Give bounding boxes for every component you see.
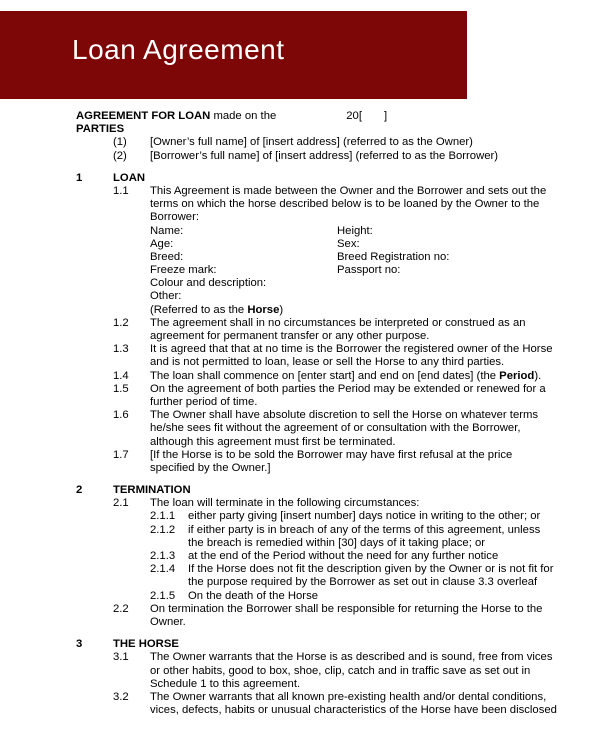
agreement-made-rest: made on the: [210, 110, 277, 122]
subclause-number: 2.1.4: [150, 563, 176, 576]
clause-line: [0, 185, 601, 198]
section-number: 2: [76, 484, 83, 497]
agreement-made-line: [0, 110, 601, 123]
clause-text: The agreement shall in no circumstances be interpreted or construed as an: [150, 316, 526, 329]
horse-detail-label: Breed Registration no:: [337, 250, 450, 263]
clause-line: Borrower:: [150, 211, 199, 224]
horse-detail-row: [0, 277, 601, 290]
horse-detail-label: Other:: [150, 290, 182, 303]
clause-number: 3.1: [113, 651, 129, 664]
clause-number: 1.1: [113, 184, 129, 197]
clause-line: [0, 370, 601, 383]
clause-line: [0, 317, 601, 330]
clause-line: Owner.: [150, 615, 186, 628]
clause-number: 1.7: [113, 448, 129, 461]
clause-line: [0, 343, 601, 356]
party-number: (1): [113, 136, 127, 149]
clause-line: he/she sees fit without the agreement of or consultation with the Borrower,: [150, 422, 521, 435]
clause-text: On termination the Borrower shall be responsible for returning the Horse to the: [150, 602, 543, 615]
clause-text: The Owner warrants that all known pre-existing health and/or dental conditions,: [150, 690, 547, 703]
referred-term: Horse: [247, 303, 280, 316]
period-term: Period: [499, 369, 535, 382]
clause-line: [0, 409, 601, 422]
clause-text: The loan will terminate in the following circumstances:: [150, 497, 420, 510]
party-number: (2): [113, 149, 127, 162]
subclause-text: On the death of the Horse: [188, 589, 318, 602]
agreement-made-bold: AGREEMENT FOR LOAN: [76, 110, 211, 122]
horse-detail-row: [0, 251, 601, 264]
clause-number: 2.2: [113, 602, 129, 615]
party-text: [Borrower’s full name] of [insert address] (referred to as the Borrower): [150, 149, 499, 162]
subclause-text: at the end of the Period without the need for any further notice: [188, 550, 499, 562]
referred-post: ): [279, 303, 284, 316]
section-title: TERMINATION: [113, 484, 191, 497]
clause-line: [0, 497, 601, 510]
subclause-number: 2.1.5: [150, 589, 176, 602]
subclause-line: [0, 550, 601, 563]
horse-referred-line: [0, 304, 601, 317]
subclause-line: [0, 510, 601, 523]
subclause-line: [0, 590, 601, 603]
page-title: Loan Agreement: [72, 34, 285, 65]
section-number: 3: [76, 638, 83, 651]
clause-number: 1.5: [113, 382, 129, 395]
clause-line: agreement for permanent transfer or any other purpose.: [150, 330, 430, 342]
section-the-horse: [0, 638, 601, 717]
clause-text: ).: [534, 369, 542, 382]
clause-text: On the agreement of both parties the Period may be extended or renewed for a: [150, 382, 546, 395]
subclause-number: 2.1.3: [150, 550, 176, 562]
section-heading: [0, 638, 601, 651]
section-heading: [0, 172, 601, 185]
clause-line: and is not permitted to loan, lease or sell the Horse to any third parties.: [150, 356, 505, 369]
document-body: [0, 110, 601, 717]
clause-line: or other habits, good to box, shoe, clip, catch and in traffic save as set out in: [150, 664, 531, 677]
clause-text: The Owner shall have absolute discretion to sell the Horse on whatever terms: [150, 409, 539, 422]
clause-line: [0, 383, 601, 396]
clause-text: It is agreed that that at no time is the Borrower the registered owner of the Horse: [150, 343, 553, 356]
horse-detail-label: Breed:: [150, 250, 184, 263]
subclause-number: 2.1.1: [150, 510, 176, 523]
agreement-year-blank: 20[ ]: [346, 110, 388, 122]
party-row-owner: [0, 136, 601, 149]
clause-line: [0, 651, 601, 664]
horse-detail-label: Freeze mark:: [150, 264, 217, 277]
party-row-borrower: [0, 150, 601, 163]
clause-text: The Owner warrants that the Horse is as described and is sound, free from vices: [150, 651, 553, 664]
header-banner: [0, 11, 467, 99]
subclause-number: 2.1.2: [150, 523, 176, 536]
horse-detail-row: [0, 290, 601, 303]
horse-detail-label: Name:: [150, 224, 184, 237]
horse-detail-label: Colour and description:: [150, 277, 267, 290]
horse-detail-row: [0, 225, 601, 238]
section-number: 1: [76, 171, 83, 184]
clause-number: 2.1: [113, 497, 129, 510]
subclause-text: either party giving [insert number] days notice in writing to the other; or: [188, 510, 541, 523]
clause-number: 1.4: [113, 369, 129, 382]
clause-text: The loan shall commence on [enter start] and end on [end dates] (the: [150, 369, 500, 382]
horse-detail-label: Height:: [337, 224, 373, 237]
clause-line: [0, 449, 601, 462]
section-title: THE HORSE: [113, 638, 179, 651]
party-text: [Owner’s full name] of [insert address] (referred to as the Owner): [150, 136, 473, 149]
subclause-line: the breach is remedied within [30] days of it taking place; or: [188, 536, 486, 549]
horse-detail-label: Age:: [150, 237, 174, 250]
clause-number: 1.6: [113, 409, 129, 422]
subclause-line: [0, 524, 601, 537]
clause-line: further period of time.: [150, 395, 258, 408]
section-heading: [0, 484, 601, 497]
clause-line: Schedule 1 to this agreement.: [150, 677, 301, 690]
clause-line: specified by the Owner.]: [150, 461, 271, 474]
horse-detail-label: Sex:: [337, 237, 360, 250]
clause-line: vices, defects, habits or unusual characteristics of the Horse have been disclosed: [150, 704, 557, 717]
section-termination: [0, 484, 601, 629]
horse-detail-row: [0, 264, 601, 277]
clause-line: [0, 603, 601, 616]
clause-line: terms on which the horse described below is to be loaned by the Owner to the: [150, 198, 540, 211]
clause-text: [If the Horse is to be sold the Borrower may have first refusal at the price: [150, 448, 513, 461]
referred-pre: (Referred to as the: [150, 303, 248, 316]
subclause-text: If the Horse does not fit the description given by the Owner or is not fit for: [188, 563, 554, 576]
clause-number: 3.2: [113, 690, 129, 703]
clause-line: although this agreement must first be terminated.: [150, 435, 396, 448]
subclause-line: the purpose required by the Borrower as set out in clause 3.3 overleaf: [188, 576, 538, 589]
subclause-line: [0, 563, 601, 576]
clause-text: This Agreement is made between the Owner and the Borrower and sets out the: [150, 184, 547, 197]
clause-number: 1.2: [113, 316, 129, 329]
clause-number: 1.3: [113, 343, 129, 356]
subclause-text: if either party is in breach of any of the terms of this agreement, unless: [188, 523, 541, 536]
parties-heading: PARTIES: [76, 123, 125, 136]
horse-detail-label: Passport no:: [337, 264, 401, 277]
section-title: LOAN: [113, 171, 146, 184]
horse-detail-row: [0, 238, 601, 251]
section-loan: [0, 172, 601, 475]
clause-line: [0, 691, 601, 704]
